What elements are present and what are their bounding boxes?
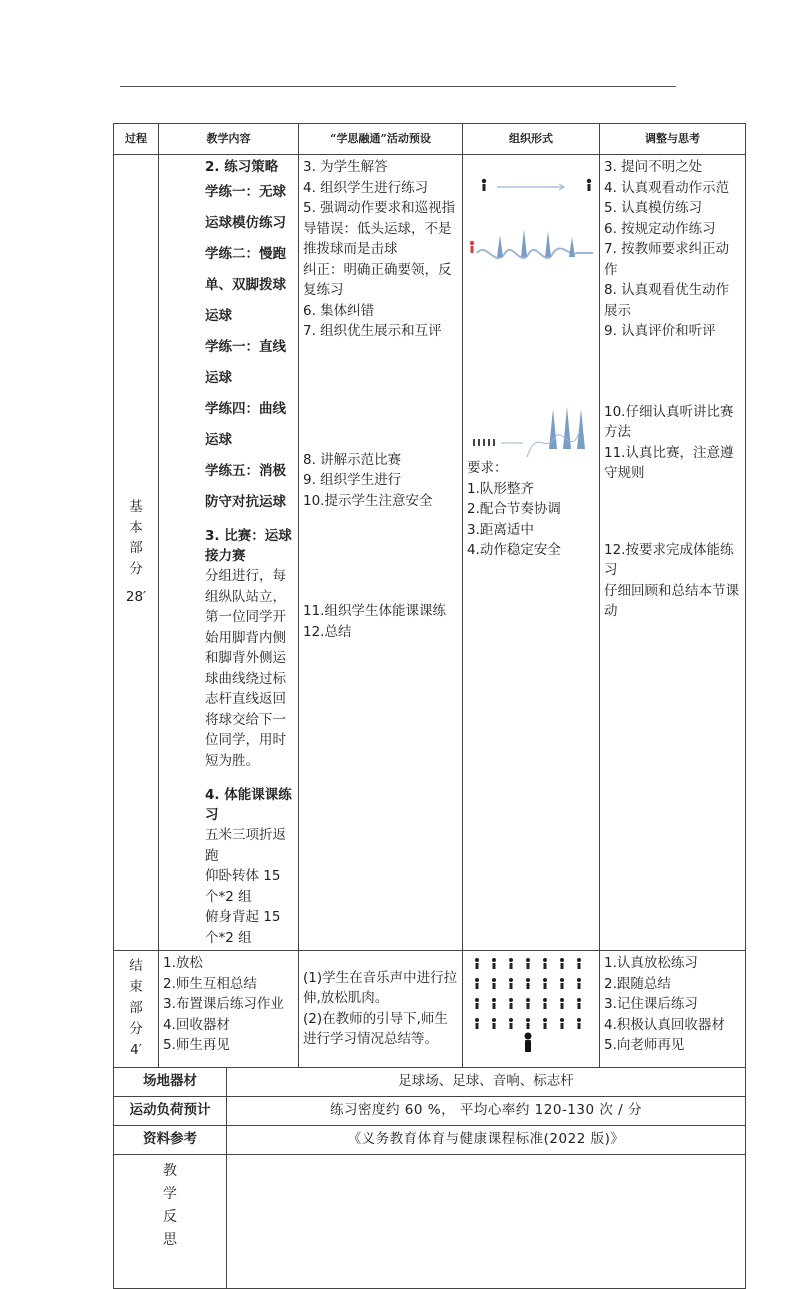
basic-adjustment-cell xyxy=(600,155,746,951)
activity-item: 10.提示学生注意安全 xyxy=(303,492,433,509)
end-stage-cell xyxy=(114,951,159,1068)
stage-char: 基 xyxy=(129,499,143,516)
reflection-content-cell[interactable] xyxy=(227,1154,746,1288)
adjust-item: 4. 认真观看动作示范 xyxy=(604,179,730,196)
cone-icon xyxy=(545,231,551,257)
header-rule xyxy=(120,86,676,87)
activity-item: 12.总结 xyxy=(303,623,352,640)
end-activity-item: (2)在教师的引导下,师生进行学习情况总结等。 xyxy=(303,1010,448,1048)
end-adjust-item: 3.记住课后练习 xyxy=(604,996,698,1012)
activity-item: 8. 讲解示范比赛 xyxy=(303,451,402,468)
reflection-row xyxy=(114,1154,746,1288)
load-row xyxy=(114,1096,746,1125)
activity-item: 纠正：明确正确要领，反复练习 xyxy=(303,261,452,298)
student-row xyxy=(475,998,581,1009)
reflection-label-cell xyxy=(114,1154,227,1288)
requirement-item: 3.距离适中 xyxy=(467,521,534,538)
reference-row xyxy=(114,1125,746,1154)
content-heading: 3. 比赛：运球接力赛 xyxy=(205,528,292,564)
reference-label: 资料参考 xyxy=(114,1125,227,1154)
stage-char: 束 xyxy=(129,979,143,996)
end-item: 2.师生互相总结 xyxy=(163,975,257,992)
teacher-icon xyxy=(525,1033,532,1053)
end-organization-cell xyxy=(463,951,600,1068)
header-adjustment: 调整与思考 xyxy=(600,124,746,155)
cone-icon xyxy=(569,237,575,257)
equipment-label: 场地器材 xyxy=(114,1067,227,1096)
load-value: 练习密度约 60 %， 平均心率约 120-130 次 / 分 xyxy=(227,1096,746,1125)
student-row xyxy=(475,958,581,969)
end-content-cell xyxy=(159,951,299,1068)
lesson-plan-table xyxy=(113,123,746,1289)
end-item: 5.师生再见 xyxy=(163,1037,230,1053)
header-content: 教学内容 xyxy=(159,124,299,155)
activity-item: 7. 组织优生展示和互评 xyxy=(303,323,442,339)
adjust-item: 仔细回顾和总结本节课动 xyxy=(604,582,739,619)
stage-char: 部 xyxy=(129,1000,143,1017)
adjust-item: 5. 认真模仿练习 xyxy=(604,200,703,216)
end-adjust-item: 1.认真放松练习 xyxy=(604,955,698,971)
student-row xyxy=(475,1018,581,1029)
end-adjust-item: 5.向老师再见 xyxy=(604,1037,685,1053)
stage-time: 28′ xyxy=(125,589,147,606)
content-heading: 2. 练习策略 xyxy=(205,159,279,175)
requirement-item: 1.队形整齐 xyxy=(467,480,534,497)
adjust-item: 3. 提问不明之处 xyxy=(604,159,703,175)
fitness-item: 仰卧转体 15 个*2 组 xyxy=(205,868,281,905)
race-description: 分组进行，每组纵队站立，第一位同学开始用脚背内侧和脚背外侧运球曲线绕过标志杆直线返回将球交给下一位同学，用时短为胜。 xyxy=(205,568,286,769)
stage-char: 分 xyxy=(129,560,143,577)
content-heading: 4. 体能课课练习 xyxy=(205,787,292,823)
stage-char: 部 xyxy=(129,540,143,557)
requirements-title: 要求： xyxy=(467,460,508,476)
reflect-char: 思 xyxy=(163,1232,177,1248)
end-section-row xyxy=(114,951,746,1068)
basic-stage-cell xyxy=(114,155,159,951)
basic-content-cell xyxy=(159,155,299,951)
drill-item: 学练一：直线运球 xyxy=(205,339,286,386)
reflect-char: 反 xyxy=(163,1209,177,1225)
requirement-item: 4.动作稳定安全 xyxy=(467,542,561,558)
drill-item: 学练四：曲线运球 xyxy=(205,401,286,448)
player-icon xyxy=(470,241,474,253)
cone-icon xyxy=(521,229,527,257)
activity-item: 4. 组织学生进行练习 xyxy=(303,179,429,196)
end-item: 3.布置课后练习作业 xyxy=(163,996,284,1012)
load-label: 运动负荷预计 xyxy=(114,1096,227,1125)
player-row xyxy=(473,439,495,446)
cone-icon xyxy=(563,407,571,449)
student-row xyxy=(475,978,581,989)
player-icon xyxy=(482,179,486,191)
basic-section-row xyxy=(114,155,746,951)
header-organization: 组织形式 xyxy=(463,124,600,155)
player-icon xyxy=(587,179,591,191)
reflect-char: 学 xyxy=(163,1186,177,1202)
activity-item: 9. 组织学生进行 xyxy=(303,472,402,488)
adjust-item: 11.认真比赛，注意遵守规则 xyxy=(604,444,734,481)
end-adjust-item: 2.跟随总结 xyxy=(604,975,671,992)
adjust-item: 8. 认真观看优生动作展示 xyxy=(604,282,730,319)
activity-item: 11.组织学生体能课课练 xyxy=(303,603,446,619)
activity-item: 5. 强调动作要求和巡视指导错误：低头运球，不是推拨球而是击球 xyxy=(303,200,456,257)
drill-item: 学练二：慢跑单、双脚拨球运球 xyxy=(205,246,286,324)
cone-icon xyxy=(497,235,503,257)
reference-value: 《义务教育体育与健康课程标准(2022 版)》 xyxy=(227,1125,746,1154)
stage-char: 结 xyxy=(129,958,143,975)
adjust-item: 10.仔细认真听讲比赛方法 xyxy=(604,403,734,440)
end-activity-item: (1)学生在音乐声中进行拉伸,放松肌肉。 xyxy=(303,969,458,1007)
activity-item: 3. 为学生解答 xyxy=(303,159,388,175)
adjust-item: 7. 按教师要求纠正动作 xyxy=(604,241,730,278)
basic-activity-cell xyxy=(299,155,463,951)
adjust-item: 9. 认真评价和听评 xyxy=(604,323,716,339)
end-item: 1.放松 xyxy=(163,955,203,971)
end-activity-cell xyxy=(299,951,463,1068)
student-formation xyxy=(475,958,581,1029)
equipment-row xyxy=(114,1067,746,1096)
drill-diagram xyxy=(467,157,595,462)
cone-icon xyxy=(577,409,585,449)
end-adjust-item: 4.积极认真回收器材 xyxy=(604,1016,725,1033)
stage-char: 本 xyxy=(129,519,143,536)
adjust-item: 12.按要求完成体能练习 xyxy=(604,541,734,578)
header-activity: “学思融通”活动预设 xyxy=(299,124,463,155)
stage-time: 4′ xyxy=(130,1042,142,1059)
requirement-item: 2.配合节奏协调 xyxy=(467,501,561,517)
end-adjustment-cell xyxy=(600,951,746,1068)
equipment-value: 足球场、足球、音响、标志杆 xyxy=(227,1067,746,1096)
header-row xyxy=(114,124,746,155)
stage-char: 分 xyxy=(129,1021,143,1038)
basic-organization-cell xyxy=(463,155,600,951)
header-process: 过程 xyxy=(114,124,159,155)
fitness-item: 五米三项折返跑 xyxy=(205,827,286,864)
adjust-item: 6. 按规定动作练习 xyxy=(604,220,716,237)
drill-item: 学练一：无球运球模仿练习 xyxy=(205,184,286,231)
drill-item: 学练五：消极防守对抗运球 xyxy=(205,463,286,510)
formation-diagram xyxy=(467,953,595,1058)
fitness-item: 俯身背起 15 个*2 组 xyxy=(205,909,281,946)
arrow-icon xyxy=(497,184,564,190)
curve-path xyxy=(477,248,593,258)
activity-item: 6. 集体纠错 xyxy=(303,302,375,319)
reflect-char: 教 xyxy=(163,1163,177,1179)
end-item: 4.回收器材 xyxy=(163,1016,230,1033)
